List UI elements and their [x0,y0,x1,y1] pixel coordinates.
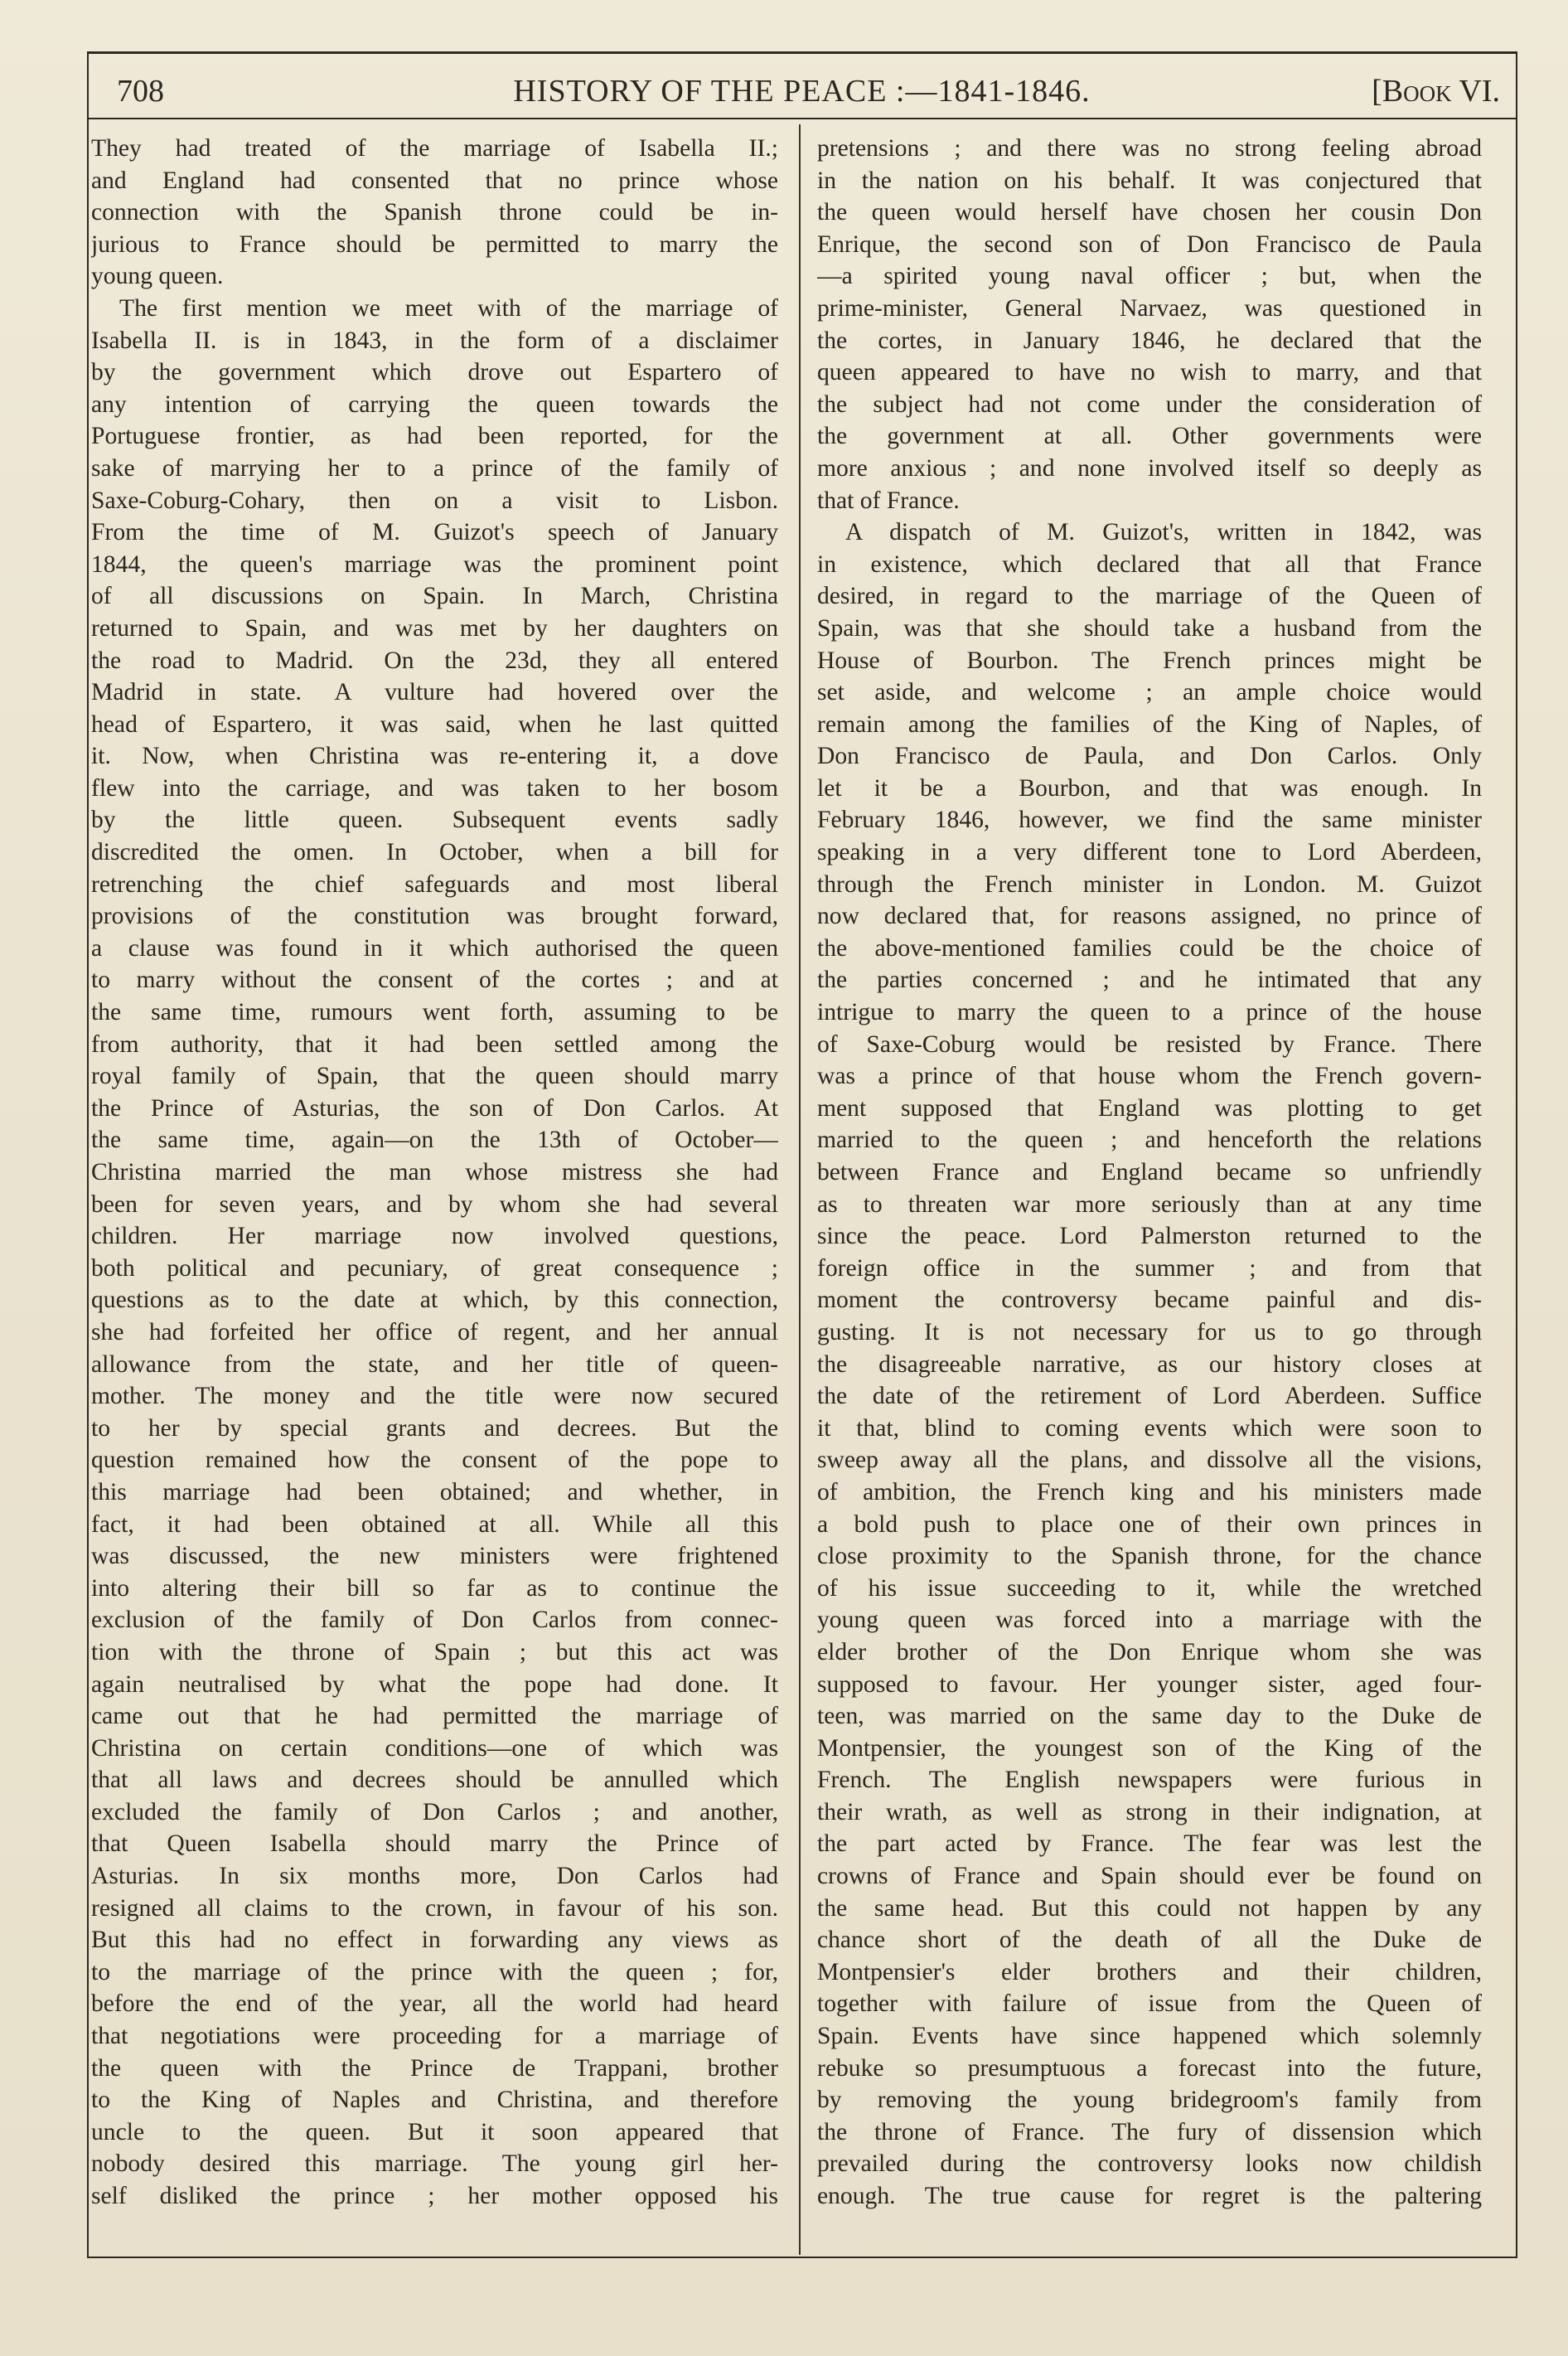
text-line: moment the controversy became painful and dis- [817,1287,1482,1314]
text-line: gusting. It is not necessary for us to go through [817,1318,1482,1345]
text-line: she had forfeited her office of regent, and her annual [91,1318,778,1345]
text-line: a bold push to place one of their own princes in [817,1510,1482,1538]
text-line: the cortes, in January 1846, he declared that the [817,327,1482,354]
text-line: teen, was married on the same day to the Duke de [817,1703,1482,1730]
text-line: since the peace. Lord Palmerston returned to the [817,1223,1482,1250]
text-line: jurious to France should be permitted to marry the [91,230,778,258]
text-line: together with failure of issue from the Queen of [817,1990,1482,2018]
text-line: to the marriage of the prince with the queen ; for, [91,1958,778,1985]
text-line: the road to Madrid. On the 23d, they all entered [91,647,778,674]
text-line: it that, blind to coming events which were soon to [817,1414,1482,1442]
text-line: prime-minister, General Narvaez, was questioned in [817,294,1482,322]
text-line: exclusion of the family of Don Carlos from connec- [91,1607,778,1634]
text-line: into altering their bill so far as to continue the [91,1574,778,1602]
text-line: through the French minister in London. M. Guizot [817,870,1482,898]
text-line: Isabella II. is in 1843, in the form of a disclaimer [91,327,778,354]
text-line: the queen with the Prince de Trappani, brother [91,2054,778,2082]
text-line: that negotiations were proceeding for a marriage of [91,2023,778,2050]
text-line: the part acted by France. The fear was lest the [817,1830,1482,1858]
text-line: prevailed during the controversy looks now childish [817,2150,1482,2178]
text-line: it. Now, when Christina was re-entering it, a dove [91,743,778,770]
text-line: 1844, the queen's marriage was the prominent point [91,550,778,578]
text-line: The first mention we meet with of the marriage of [119,294,778,322]
text-line: Spain, was that she should take a husband from the [817,614,1482,642]
text-line: by removing the young bridegroom's family from [817,2087,1482,2114]
text-line: any intention of carrying the queen towards the [91,390,778,418]
text-line: that of France. [817,487,960,514]
text-line: Montpensier's elder brothers and their children, [817,1958,1482,1985]
text-line: this marriage had been obtained; and whether, in [91,1478,778,1505]
text-line: rebuke so presumptuous a forecast into the future, [817,2054,1482,2082]
text-line: the same time, again—on the 13th of October— [91,1127,778,1154]
text-line: sake of marrying her to a prince of the family of [91,454,778,482]
text-line: discredited the omen. In October, when a bill for [91,839,778,866]
text-line: of all discussions on Spain. In March, Christina [91,583,778,610]
text-line: was a prince of that house whom the French govern- [817,1063,1482,1090]
text-line: the same head. But this could not happen by any [817,1894,1482,1922]
text-line: uncle to the queen. But it soon appeared that [91,2118,778,2145]
text-line: young queen. [91,263,224,290]
text-line: children. Her marriage now involved questions, [91,1223,778,1250]
text-line: sweep away all the plans, and dissolve all the visions, [817,1447,1482,1474]
text-line: Spain. Events have since happened which solemnly [817,2023,1482,2050]
text-line: self disliked the prince ; her mother opposed his [91,2183,778,2209]
text-line: and England had consented that no prince whose [91,167,778,194]
text-line: French. The English newspapers were furious in [817,1767,1482,1794]
left-column [91,133,778,2213]
text-line: remain among the families of the King of Naples, of [817,710,1482,738]
text-line: resigned all claims to the crown, in favour of his son. [91,1894,778,1922]
text-line: royal family of Spain, that the queen should marry [91,1063,778,1090]
text-line: as to threaten war more seriously than at any time [817,1190,1482,1218]
book-label: [Book VI. [1372,74,1500,109]
text-line: supposed to favour. Her younger sister, aged four- [817,1670,1482,1698]
page-header [87,68,1517,114]
text-line: let it be a Bourbon, and that was enough. In [817,774,1482,802]
text-line: provisions of the constitution was brought forward, [91,903,778,930]
text-line: a clause was found in it which authorised the queen [91,934,778,962]
text-line: From the time of M. Guizot's speech of January [91,519,778,546]
text-line: the queen would herself have chosen her cousin Don [817,199,1482,226]
text-line: —a spirited young naval officer ; but, when the [817,263,1482,290]
text-line: now declared that, for reasons assigned, no prince of [817,903,1482,930]
column-divider [799,124,801,2255]
text-line: head of Espartero, it was said, when he last quitted [91,710,778,738]
text-line: ment supposed that England was plotting to get [817,1094,1482,1122]
text-line: connection with the Spanish throne could be in- [91,199,778,226]
text-line: desired, in regard to the marriage of the Queen of [817,583,1482,610]
text-line: crowns of France and Spain should ever be found on [817,1863,1482,1890]
text-line: intrigue to marry the queen to a prince of the house [817,999,1482,1026]
text-line: Montpensier, the youngest son of the King of the [817,1734,1482,1762]
text-line: more anxious ; and none involved itself so deeply as [817,454,1482,482]
text-line: from authority, that it had been settled among the [91,1030,778,1058]
text-line: Enrique, the second son of Don Francisco de Paula [817,230,1482,258]
text-line: foreign office in the summer ; and from that [817,1254,1482,1282]
text-line: Christina on certain conditions—one of which was [91,1734,778,1762]
text-line: came out that he had permitted the marriage of [91,1703,778,1730]
text-line: the same time, rumours went forth, assuming to be [91,999,778,1026]
text-line: in existence, which declared that all that France [817,550,1482,578]
text-line: February 1846, however, we find the same minister [817,807,1482,834]
text-line: in the nation on his behalf. It was conjectured that [817,167,1482,194]
text-line: excluded the family of Don Carlos ; and another, [91,1798,778,1825]
text-line: flew into the carriage, and was taken to her bosom [91,774,778,802]
text-line: But this had no effect in forwarding any views as [91,1927,778,1954]
text-line: of ambition, the French king and his ministers made [817,1478,1482,1505]
text-line: queen appeared to have no wish to marry, and that [817,359,1482,386]
text-line: the government at all. Other governments were [817,423,1482,450]
frame-right-rule [1516,51,1517,2257]
text-line: elder brother of the Don Enrique whom she was [817,1638,1482,1665]
text-line: that all laws and decrees should be annulled which [91,1767,778,1794]
text-line: questions as to the date at which, by this connection, [91,1287,778,1314]
text-line: They had treated of the marriage of Isabella II.; [91,135,778,162]
text-line: been for seven years, and by whom she had several [91,1190,778,1218]
text-line: Madrid in state. A vulture had hovered over the [91,679,778,706]
text-line: by the little queen. Subsequent events sadly [91,807,778,834]
header-rule [87,118,1517,119]
text-line: pretensions ; and there was no strong feeling abroad [817,135,1482,162]
text-line: close proximity to the Spanish throne, for the chance [817,1543,1482,1570]
text-line: to the King of Naples and Christina, and therefore [91,2087,778,2114]
text-line: returned to Spain, and was met by her daughters on [91,614,778,642]
text-line: of Saxe-Coburg would be resisted by France. There [817,1030,1482,1058]
text-line: speaking in a very different tone to Lord Aberdeen, [817,839,1482,866]
text-line: again neutralised by what the pope had done. It [91,1670,778,1698]
text-line: young queen was forced into a marriage with the [817,1607,1482,1634]
text-line: A dispatch of M. Guizot's, written in 1842, was [845,519,1482,546]
text-line: was discussed, the new ministers were frightened [91,1543,778,1570]
text-line: set aside, and welcome ; an ample choice would [817,679,1482,706]
text-line: House of Bourbon. The French princes might be [817,647,1482,674]
page-number: 708 [117,74,164,109]
text-line: Don Francisco de Paula, and Don Carlos. Only [817,743,1482,770]
top-rule [87,51,1517,54]
text-line: allowance from the state, and her title of queen- [91,1350,778,1378]
text-line: the subject had not come under the consideration of [817,390,1482,418]
text-line: to marry without the consent of the cortes ; and at [91,967,778,994]
text-line: the throne of France. The fury of dissension which [817,2118,1482,2145]
text-line: the date of the retirement of Lord Aberdeen. Suffice [817,1383,1482,1410]
text-line: mother. The money and the title were now secured [91,1383,778,1410]
frame-left-rule [87,51,89,2257]
text-line: between France and England became so unfriendly [817,1159,1482,1185]
frame-bottom-rule [87,2257,1517,2258]
text-line: that Queen Isabella should marry the Prince of [91,1830,778,1858]
text-line: the disagreeable narrative, as our history closes at [817,1350,1482,1378]
text-line: the Prince of Asturias, the son of Don Carlos. At [91,1094,778,1122]
text-line: tion with the throne of Spain ; but this act was [91,1638,778,1665]
text-line: chance short of the death of all the Duke de [817,1927,1482,1954]
text-line: by the government which drove out Espartero of [91,359,778,386]
text-line: before the end of the year, all the world had heard [91,1990,778,2018]
text-line: Asturias. In six months more, Don Carlos had [91,1863,778,1890]
text-line: the parties concerned ; and he intimated that any [817,967,1482,994]
text-line: enough. The true cause for regret is the paltering [817,2183,1482,2209]
text-line: Saxe-Coburg-Cohary, then on a visit to Lisbon. [91,487,778,514]
text-line: fact, it had been obtained at all. While all this [91,1510,778,1538]
text-line: married to the queen ; and henceforth the relations [817,1127,1482,1154]
text-line: the above-mentioned families could be the choice of [817,934,1482,962]
text-line: question remained how the consent of the pope to [91,1447,778,1474]
text-line: both political and pecuniary, of great consequence ; [91,1254,778,1282]
right-column [817,133,1482,2213]
text-line: nobody desired this marriage. The young girl her- [91,2150,778,2178]
text-line: their wrath, as well as strong in their indignation, at [817,1798,1482,1825]
text-line: of his issue succeeding to it, while the wretched [817,1574,1482,1602]
text-line: Christina married the man whose mistress she had [91,1159,778,1185]
text-line: retrenching the chief safeguards and most liberal [91,870,778,898]
running-title: HISTORY OF THE PEACE :—1841-1846. [513,74,1091,109]
text-line: Portuguese frontier, as had been reported, for the [91,423,778,450]
text-line: to her by special grants and decrees. But the [91,1414,778,1442]
